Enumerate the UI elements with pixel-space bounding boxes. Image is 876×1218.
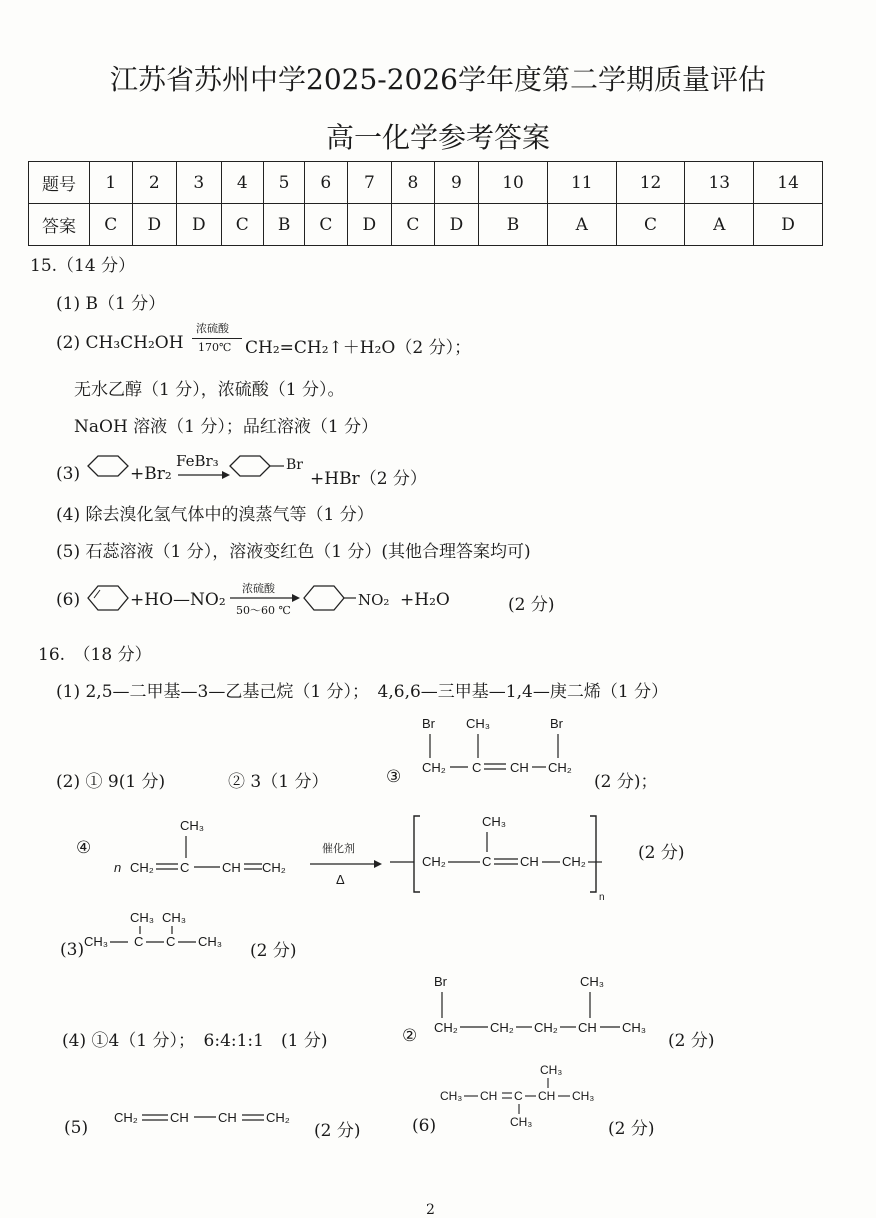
table-cell: 6 bbox=[305, 162, 348, 204]
q15-part2-reactant: (2) CH₃CH₂OH bbox=[56, 333, 184, 353]
q16-part2-b: ② 3（1 分） bbox=[228, 772, 329, 792]
atom-label: CH bbox=[578, 1020, 597, 1035]
coefficient-n: n bbox=[114, 860, 122, 875]
table-cell: 7 bbox=[347, 162, 391, 204]
table-cell: D bbox=[347, 204, 391, 246]
atom-label: CH bbox=[538, 1089, 556, 1103]
atom-label: CH₂ bbox=[422, 854, 446, 869]
q15-heading: 15.（14 分） bbox=[30, 256, 136, 276]
table-cell: D bbox=[754, 204, 823, 246]
q15-part3-tail: +HBr（2 分） bbox=[310, 469, 427, 489]
table-cell: 1 bbox=[90, 162, 133, 204]
table-cell: 14 bbox=[754, 162, 823, 204]
q15-part2-product: CH₂=CH₂↑＋H₂O（2 分）； bbox=[245, 338, 472, 358]
benzene-ring-icon bbox=[304, 586, 344, 610]
table-cell: A bbox=[547, 204, 616, 246]
atom-label: C bbox=[134, 934, 144, 949]
bracket-left bbox=[414, 816, 420, 892]
table-cell: C bbox=[392, 204, 435, 246]
table-cell: B bbox=[479, 204, 548, 246]
q16-part2-d-score: (2 分) bbox=[638, 843, 685, 863]
q15-part2-catalyst: 浓硫酸 bbox=[196, 322, 229, 335]
structure-dibromo-butene bbox=[420, 712, 590, 792]
q16-part6-label: (6) bbox=[412, 1116, 437, 1136]
row-label: 题号 bbox=[29, 162, 90, 204]
atom-label: CH bbox=[222, 860, 241, 875]
structure-dimethylpentene bbox=[440, 1060, 610, 1136]
row-label: 答案 bbox=[29, 204, 90, 246]
table-cell: 5 bbox=[264, 162, 305, 204]
atom-label: CH bbox=[520, 854, 539, 869]
atom-label: CH₃ bbox=[180, 818, 205, 833]
table-cell: 9 bbox=[434, 162, 478, 204]
q15-part3-reagent: +Br₂ bbox=[130, 464, 172, 484]
table-cell: 3 bbox=[177, 162, 221, 204]
q15-part6-label: (6) bbox=[56, 590, 81, 610]
atom-label: CH₂ bbox=[262, 860, 286, 875]
q15-part3-substituent: Br bbox=[286, 457, 303, 473]
atom-label: CH₃ bbox=[440, 1089, 463, 1103]
atom-label: C bbox=[482, 854, 492, 869]
q16-part2-c-score: (2 分)； bbox=[594, 772, 658, 792]
q15-part2-temp: 170℃ bbox=[198, 341, 232, 354]
q15-part3-label: (3) bbox=[56, 464, 81, 484]
page-title: 江苏省苏州中学2025-2026学年度第二学期质量评估 bbox=[110, 63, 766, 96]
atom-label: CH₃ bbox=[622, 1020, 647, 1035]
q16-part1: (1) 2,5—二甲基—3—乙基己烷（1 分）； 4,6,6—三甲基—1,4—庚二烯（1 分） bbox=[56, 682, 669, 702]
q15-part6-equation bbox=[84, 580, 384, 620]
atom-label: CH bbox=[480, 1089, 498, 1103]
table-row-numbers bbox=[29, 162, 823, 204]
reaction-arrow bbox=[192, 338, 242, 339]
atom-label: CH₃ bbox=[466, 716, 491, 731]
answer-table bbox=[28, 161, 823, 246]
atom-label: CH₂ bbox=[130, 860, 154, 875]
q15-part3-catalyst: FeBr₃ bbox=[176, 452, 219, 470]
q16-part5-score: (2 分) bbox=[314, 1121, 361, 1141]
double-bond-line bbox=[94, 590, 100, 598]
table-row-answers bbox=[29, 204, 823, 246]
atom-label: CH₂ bbox=[422, 760, 446, 775]
q15-part2-line2: 无水乙醇（1 分），浓硫酸（1 分）。 bbox=[74, 380, 345, 400]
atom-label: CH₂ bbox=[534, 1020, 558, 1035]
atom-label: CH₂ bbox=[490, 1020, 514, 1035]
atom-label: CH₂ bbox=[548, 760, 572, 775]
atom-label: CH₂ bbox=[562, 854, 586, 869]
atom-label: CH₂ bbox=[434, 1020, 458, 1035]
q16-part3-label: (3) bbox=[60, 940, 85, 960]
table-cell: 11 bbox=[547, 162, 616, 204]
heat-label: Δ bbox=[336, 872, 345, 887]
atom-label: C bbox=[180, 860, 190, 875]
atom-label: CH₃ bbox=[580, 974, 605, 989]
q16-part2-c-label: ③ bbox=[386, 767, 402, 787]
atom-label: CH₃ bbox=[130, 910, 155, 925]
atom-label: CH₃ bbox=[482, 814, 507, 829]
page-subtitle: 高一化学参考答案 bbox=[325, 121, 550, 154]
page-number: 2 bbox=[426, 1202, 435, 1218]
table-cell: D bbox=[177, 204, 221, 246]
atom-label: CH bbox=[510, 760, 529, 775]
table-cell: 8 bbox=[392, 162, 435, 204]
table-cell: B bbox=[264, 204, 305, 246]
q15-part6-catalyst: 浓硫酸 bbox=[242, 582, 275, 595]
table-cell: C bbox=[616, 204, 685, 246]
atom-label: CH₃ bbox=[572, 1089, 595, 1103]
q16-part2-a: (2) ① 9(1 分) bbox=[56, 772, 166, 792]
q16-part4-score: (2 分) bbox=[668, 1031, 715, 1051]
atom-label: CH bbox=[170, 1110, 189, 1125]
atom-label: CH₃ bbox=[510, 1115, 533, 1129]
table-cell: 12 bbox=[616, 162, 685, 204]
q16-part3-score: (2 分) bbox=[250, 941, 297, 961]
q15-part6-reagent: +HO—NO₂ bbox=[130, 590, 226, 610]
structure-tetramethylbutane bbox=[84, 908, 234, 958]
q15-part5: (5) 石蕊溶液（1 分），溶液变红色（1 分）(其他合理答案均可) bbox=[56, 542, 531, 562]
table-cell: D bbox=[434, 204, 478, 246]
q15-part1: (1) B（1 分） bbox=[56, 294, 166, 314]
q15-part6-temp: 50～60 ℃ bbox=[236, 604, 291, 617]
q15-part4: (4) 除去溴化氢气体中的溴蒸气等（1 分） bbox=[56, 505, 374, 525]
q16-heading: 16. （18 分） bbox=[38, 645, 152, 665]
atom-label: C bbox=[514, 1089, 523, 1103]
atom-label: CH₂ bbox=[114, 1110, 138, 1125]
arrow-head-icon bbox=[292, 594, 300, 602]
q16-part5-label: (5) bbox=[64, 1118, 89, 1138]
q16-part4-a: (4) ①4（1 分）； 6:4:1:1 (1 分) bbox=[62, 1031, 328, 1051]
atom-label: Br bbox=[422, 716, 435, 731]
structure-polymerization bbox=[110, 812, 620, 906]
subscript-n: n bbox=[599, 892, 605, 903]
q15-part6-tail: +H₂O bbox=[400, 590, 450, 610]
table-cell: 10 bbox=[479, 162, 548, 204]
table-cell: C bbox=[305, 204, 348, 246]
structure-butadiene bbox=[112, 1104, 312, 1130]
table-cell: 13 bbox=[685, 162, 754, 204]
atom-label: C bbox=[472, 760, 482, 775]
atom-label: CH₂ bbox=[266, 1110, 290, 1125]
atom-label: CH₃ bbox=[84, 934, 109, 949]
table-cell: D bbox=[132, 204, 176, 246]
q16-part6-score: (2 分) bbox=[608, 1119, 655, 1139]
q16-part2-d-label: ④ bbox=[76, 838, 92, 858]
arrow-head-icon bbox=[374, 860, 382, 868]
table-cell: 4 bbox=[221, 162, 264, 204]
atom-label: CH bbox=[218, 1110, 237, 1125]
atom-label: CH₃ bbox=[162, 910, 187, 925]
benzene-ring-icon bbox=[230, 456, 270, 476]
atom-label: CH₃ bbox=[198, 934, 223, 949]
atom-label: CH₃ bbox=[540, 1063, 563, 1077]
table-cell: A bbox=[685, 204, 754, 246]
atom-label: Br bbox=[550, 716, 563, 731]
structure-bromo-methylpentane bbox=[432, 970, 672, 1046]
q16-part4-b-label: ② bbox=[402, 1026, 418, 1046]
arrow-head-icon bbox=[222, 471, 230, 479]
table-cell: C bbox=[90, 204, 133, 246]
atom-label: Br bbox=[434, 974, 447, 989]
atom-label: C bbox=[166, 934, 176, 949]
q15-part6-score: (2 分) bbox=[508, 595, 555, 615]
bracket-right bbox=[590, 816, 596, 892]
catalyst-label: 催化剂 bbox=[322, 843, 355, 855]
q15-part6-substituent: NO₂ bbox=[358, 591, 390, 609]
benzene-ring-icon bbox=[88, 456, 128, 476]
q15-part2-line3: NaOH 溶液（1 分）；品红溶液（1 分） bbox=[74, 417, 379, 437]
table-cell: C bbox=[221, 204, 264, 246]
table-cell: 2 bbox=[132, 162, 176, 204]
